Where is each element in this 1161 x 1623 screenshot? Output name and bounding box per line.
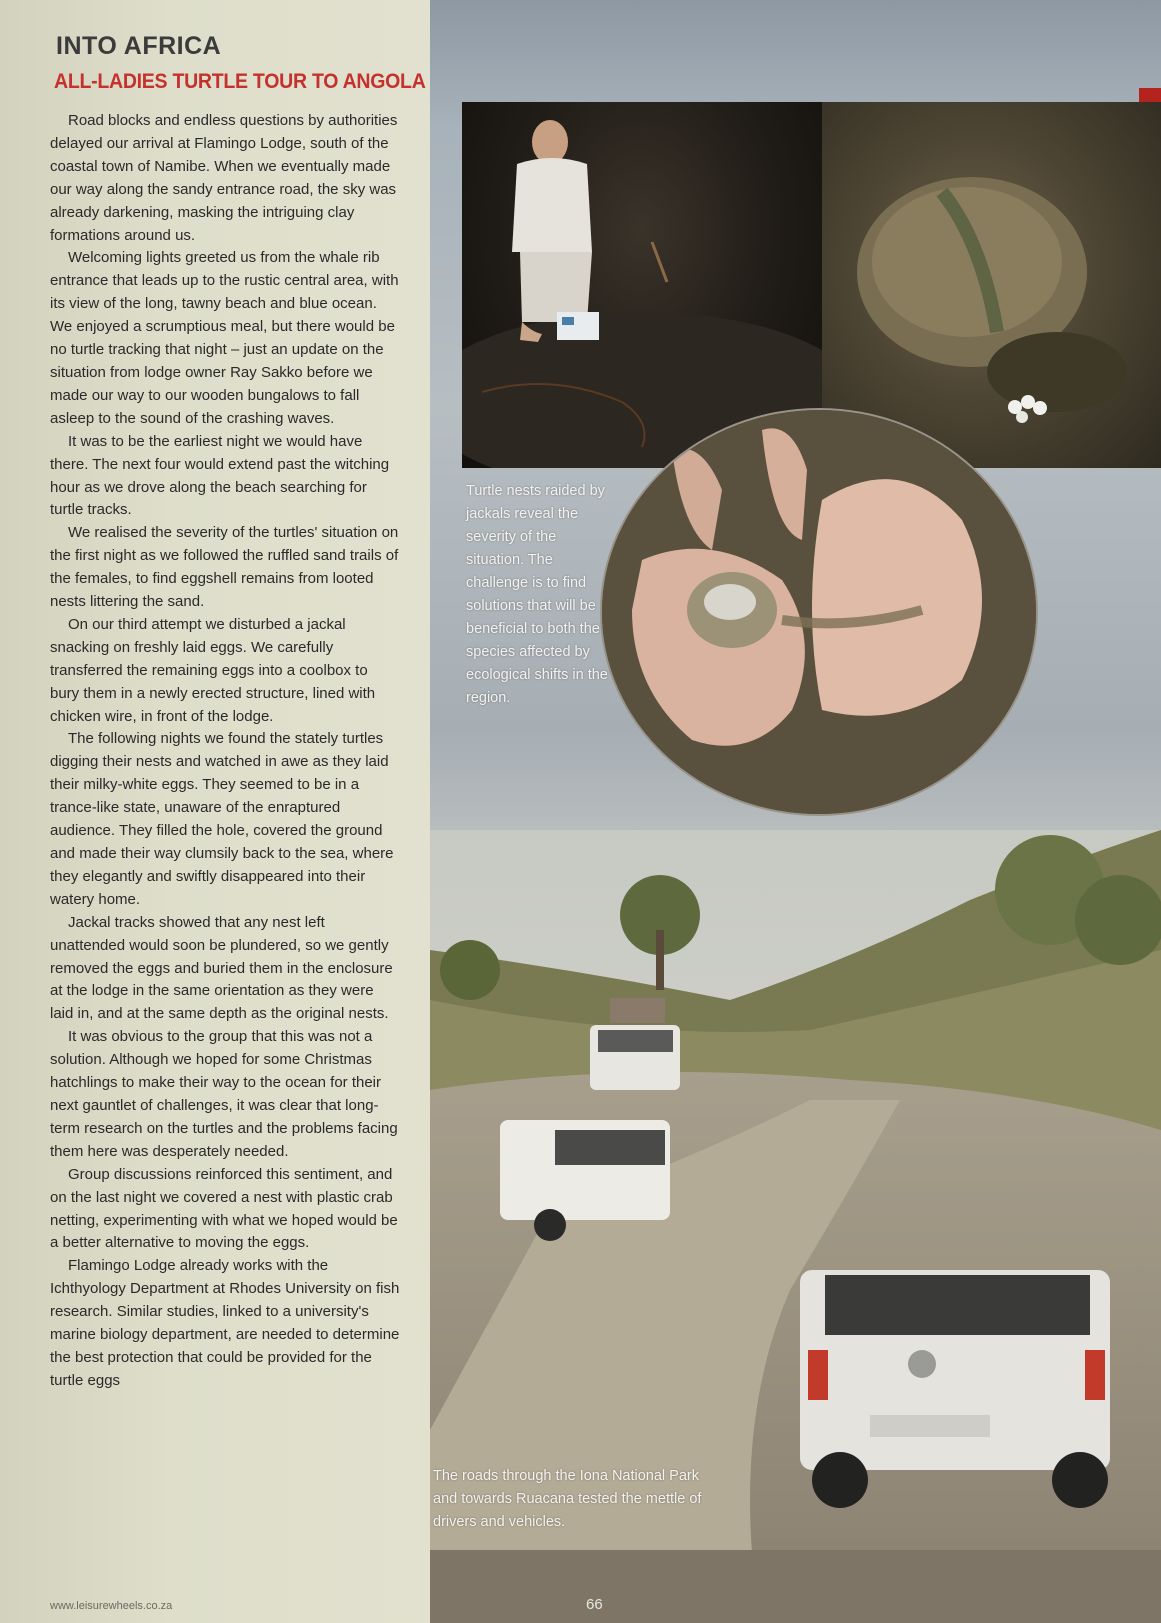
paragraph: On our third attempt we disturbed a jackal snacking on freshly laid eggs. We carefully transferred the remaining eggs into a coolbox to bury them in a newly erected structure, lined with chicken wire, in front of the lodge.	[50, 615, 376, 725]
article-body	[50, 110, 400, 1393]
paragraph: Group discussions reinforced this sentiment, and on the last night we covered a nest with plastic crab netting, experimenting with what we hoped would be a better alternative to moving the eggs.	[50, 1165, 398, 1252]
paragraph: It was obvious to the group that this was not a solution. Although we hoped for some Christmas hatchlings to make their way to the ocean for their next gauntlet of challenges, it was clear that long-term research on the turtles and the problems facing them here was desperately needed.	[50, 1028, 398, 1160]
photo-turtle-nesting	[822, 102, 1161, 468]
section-label: INTO AFRICA	[56, 32, 222, 60]
paragraph: Welcoming lights greeted us from the whale rib entrance that leads up to the rustic central area, with its view of the long, tawny beach and blue ocean. We enjoyed a scrumptious meal, but there would be no turtle tracking that night – just an update on the situation from lodge owner Ray Sakko before we made our way to our wooden bungalows to fall asleep to the sound of the crashing waves.	[50, 249, 399, 427]
article-headline: ALL-LADIES TURTLE TOUR TO ANGOLA	[54, 70, 426, 93]
caption-turtle-nests: Turtle nests raided by jackals reveal the severity of the situation. The challenge is to find solutions that will be beneficial to both the species affected by ecological shifts in the region.	[466, 483, 608, 706]
paragraph: Flamingo Lodge already works with the Ichthyology Department at Rhodes University on fish research. Similar studies, linked to a university's marine biology department, are needed to determine the best protection that could be provided for the turtle eggs	[50, 1257, 400, 1389]
paragraph: It was to be the earliest night we would have there. The next four would extend past the witching hour as we drove along the beach searching for turtle tracks.	[50, 432, 390, 519]
page-number: 66	[586, 1596, 603, 1613]
paragraph: Jackal tracks showed that any nest left unattended would soon be plundered, so we gently removed the eggs and buried them in the enclosure at the lodge in the same orientation as they were laid in, and at the same depth as the original nests.	[50, 913, 393, 1023]
caption-roads: The roads through the Iona National Park and towards Ruacana tested the mettle of drivers and vehicles.	[433, 1468, 702, 1530]
text-column	[0, 0, 430, 1623]
footer-url: www.leisurewheels.co.za	[50, 1600, 173, 1612]
paragraph: We realised the severity of the turtles' situation on the first night as we followed the ruffled sand trails of the females, to find eggshell remains from looted nests littering the sand.	[50, 524, 399, 611]
paragraph: Road blocks and endless questions by authorities delayed our arrival at Flamingo Lodge, south of the coastal town of Namibe. When we eventually made our way along the sandy entrance road, the sky was already darkening, masking the intriguing clay formations around us.	[50, 112, 398, 244]
photo-hands-eggshell	[600, 408, 1038, 816]
paragraph: The following nights we found the stately turtles digging their nests and watched in awe as they laid their milky-white eggs. They seemed to be in a trance-like state, unaware of the enraptured audience. They filled the hole, covered the ground and made their way clumsily back to the sea, where they elegantly and swiftly disappeared into their watery home.	[50, 730, 394, 908]
